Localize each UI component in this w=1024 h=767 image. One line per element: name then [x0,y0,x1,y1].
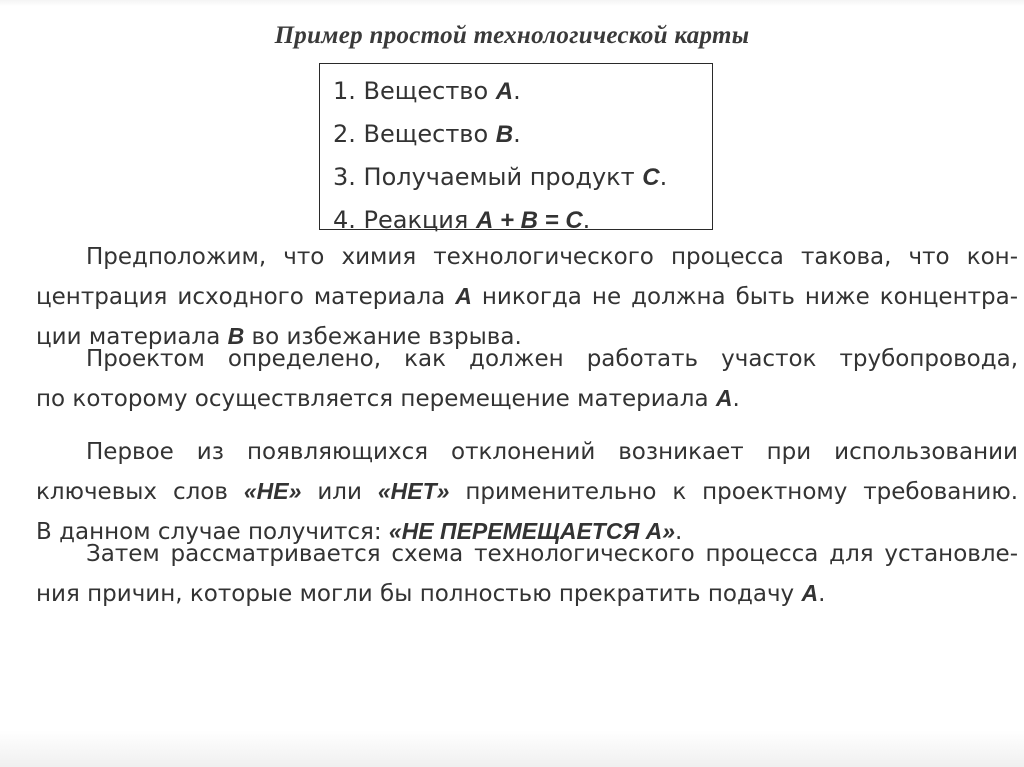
paragraph-4 [36,535,1018,614]
paragraph-2 [36,340,1018,419]
line-text: ции материала [36,324,228,350]
paragraph-line: Предположим, что химия технологического процесса такова, что кон- [86,244,1018,270]
line-emphasis: А [801,580,819,606]
paragraph-line [36,277,1018,317]
card-item-emphasis: С [642,164,660,191]
line-text: . [818,581,826,607]
line-emphasis: А [455,283,472,309]
card-item-tail: . [513,120,521,148]
card-item-text: 2. Вещество [333,120,496,148]
card-item-text: 4. Реакция [333,206,476,234]
line-text: по которому осуществляется перемещение материала [36,386,716,412]
line-emphasis: А [715,385,733,411]
card-item-tail: . [582,206,591,234]
card-item-4 [333,199,712,242]
line-text: ключевых слов [36,479,244,505]
card-item-tail: . [513,77,521,105]
line-text: . [675,519,683,545]
paragraph-line [36,472,1018,512]
paragraph-line: Первое из появляющихся отклонений возникает при использовании [86,439,1018,465]
card-item-emphasis: А + В = С [475,207,583,234]
line-text: применительно к проектному требованию. [449,479,1018,505]
card-item-text: 3. Получаемый продукт [333,163,643,191]
line-text: центрация исходного материала [36,284,456,310]
line-text: ния причин, которые могли бы полностью прекратить подачу [36,581,802,607]
line-text: во избежание взрыва. [244,324,522,350]
card-item-tail: . [659,163,668,191]
paragraph-line: Затем рассматривается схема технологического процесса для установле- [86,541,1018,567]
line-text: . [732,386,740,412]
card-item-1 [333,70,712,113]
paragraph-line: Проектом определено, как должен работать участок трубопровода, [86,346,1018,372]
slide-top-shadow [0,0,1024,6]
slide-bottom-shadow [0,730,1024,767]
line-text: или [301,479,378,505]
line-emphasis: «НЕ» [243,478,302,504]
paragraph-line [36,574,1018,614]
card-item-emphasis: А [495,78,514,105]
line-text: В данном случае получится: [36,519,389,545]
card-item-3 [333,156,712,199]
tech-card-box [319,63,713,234]
card-item-text: 1. Вещество [333,77,496,105]
paragraph-line [36,379,1018,419]
card-item-2 [333,113,712,156]
line-emphasis: «НЕ ПЕРЕМЕЩАЕТСЯ А» [388,518,676,544]
page-title: Пример простой технологической карты [274,22,750,49]
line-emphasis: В [227,323,245,349]
card-item-emphasis: В [495,121,514,148]
line-text: никогда не должна быть ниже концентра- [471,284,1018,310]
line-emphasis: «НЕТ» [377,478,450,504]
